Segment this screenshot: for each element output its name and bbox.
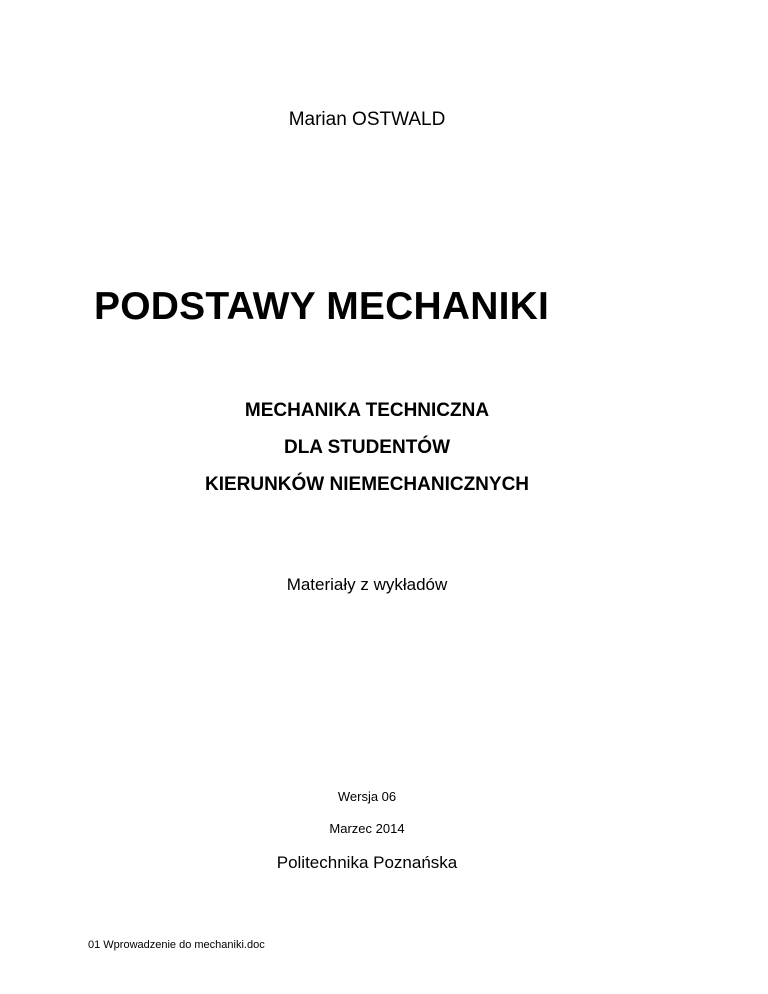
materials-note: Materiały z wykładów <box>286 575 448 594</box>
author-name: Marian OSTWALD <box>288 109 446 130</box>
document-title: PODSTAWY MECHANIKI <box>94 285 550 328</box>
subtitle-line-1: MECHANIKA TECHNICZNA <box>244 400 490 421</box>
institution-name: Politechnika Poznańska <box>276 853 458 872</box>
footer-filename: 01 Wprowadzenie do mechaniki.doc <box>88 939 265 951</box>
version-label: Wersja 06 <box>337 789 397 804</box>
subtitle-line-2: DLA STUDENTÓW <box>283 437 451 458</box>
subtitle-line-3: KIERUNKÓW NIEMECHANICZNYCH <box>204 474 530 495</box>
date-label: Marzec 2014 <box>329 821 405 836</box>
